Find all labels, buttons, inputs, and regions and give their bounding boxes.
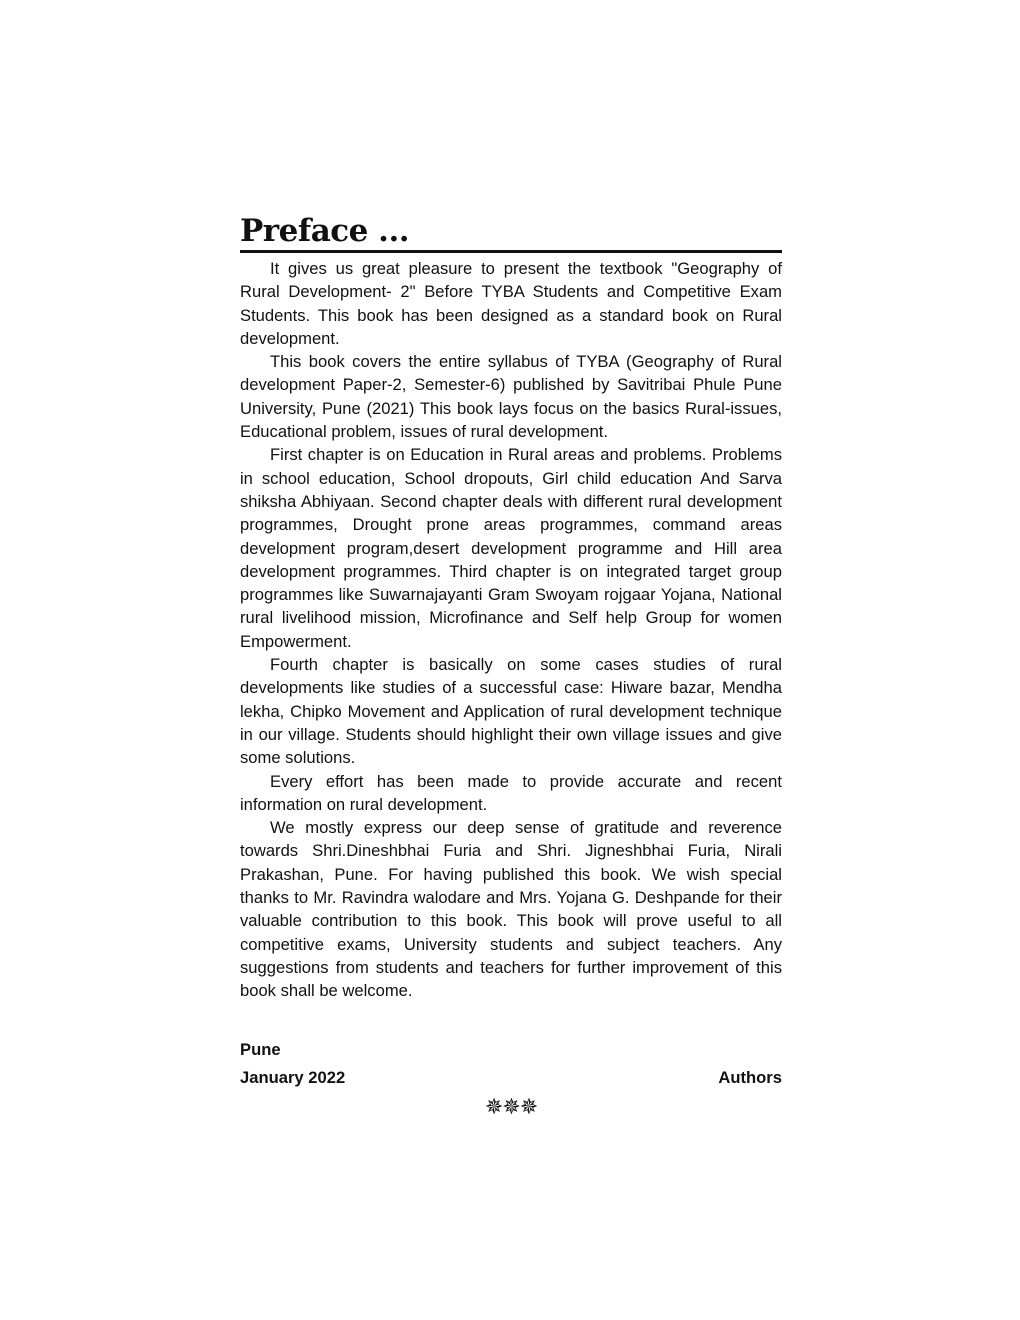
- page-title: Preface ...: [240, 213, 410, 249]
- signature-block: [240, 1036, 782, 1122]
- paragraph-accuracy: Every effort has been made to provide accurate and recent information on rural development.: [240, 771, 782, 814]
- title-divider: [240, 250, 782, 253]
- date-label: January 2022: [240, 1067, 346, 1087]
- paragraph-intro: It gives us great pleasure to present the textbook "Geography of Rural Development- 2" Before TYBA Students and Competitive Exam Students. This book has been designed as a standard book on Rural development.: [240, 259, 782, 348]
- paragraph-gratitude: We mostly express our deep sense of gratitude and reverence towards Shri.Dineshbhai Furia and Shri. Jigneshbhai Furia, Nirali Prakashan, Pune. For having published this book. We wish special thanks to Mr. Ravindra walodare and Mrs. Yojana G. Deshpande for their valuable contribution to this book. This book will prove useful to all competitive exams, University students and subject teachers. Any suggestions from students and teachers for further improvement of this book shall be welcome.: [240, 818, 782, 1001]
- authors-label: Authors: [718, 1067, 782, 1087]
- paragraph-chapters-1-3: First chapter is on Education in Rural areas and problems. Problems in school education, School dropouts, Girl child education And Sarva shiksha Abhiyaan. Second chapter deals with different rural development programmes, Drought prone areas programmes, command areas development program,desert development programme and Hill area development programmes. Third chapter is on integrated target group programmes like Suwarnajayanti Gram Swoyam rojgaar Yojana, National rural livelihood mission, Microfinance and Self help Group for women Empowerment.: [240, 445, 782, 651]
- preface-body: [240, 257, 782, 1003]
- date-author-row: [240, 1064, 782, 1092]
- star-ornament-icon: ✵✵✵: [484, 1094, 538, 1120]
- place-label: Pune: [240, 1039, 281, 1059]
- preface-page: [240, 212, 782, 1122]
- paragraph-chapter-4: Fourth chapter is basically on some cases studies of rural developments like studies of a successful case: Hiware bazar, Mendha lekha, Chipko Movement and Application of rural development technique in our village. Students should highlight their own village issues and give some solutions.: [240, 655, 782, 768]
- paragraph-syllabus: This book covers the entire syllabus of TYBA (Geography of Rural development Paper-2, Semester-6) published by Savitribai Phule Pune University, Pune (2021) This book lays focus on the basics Rural-issues, Educational problem, issues of rural development.: [240, 352, 782, 442]
